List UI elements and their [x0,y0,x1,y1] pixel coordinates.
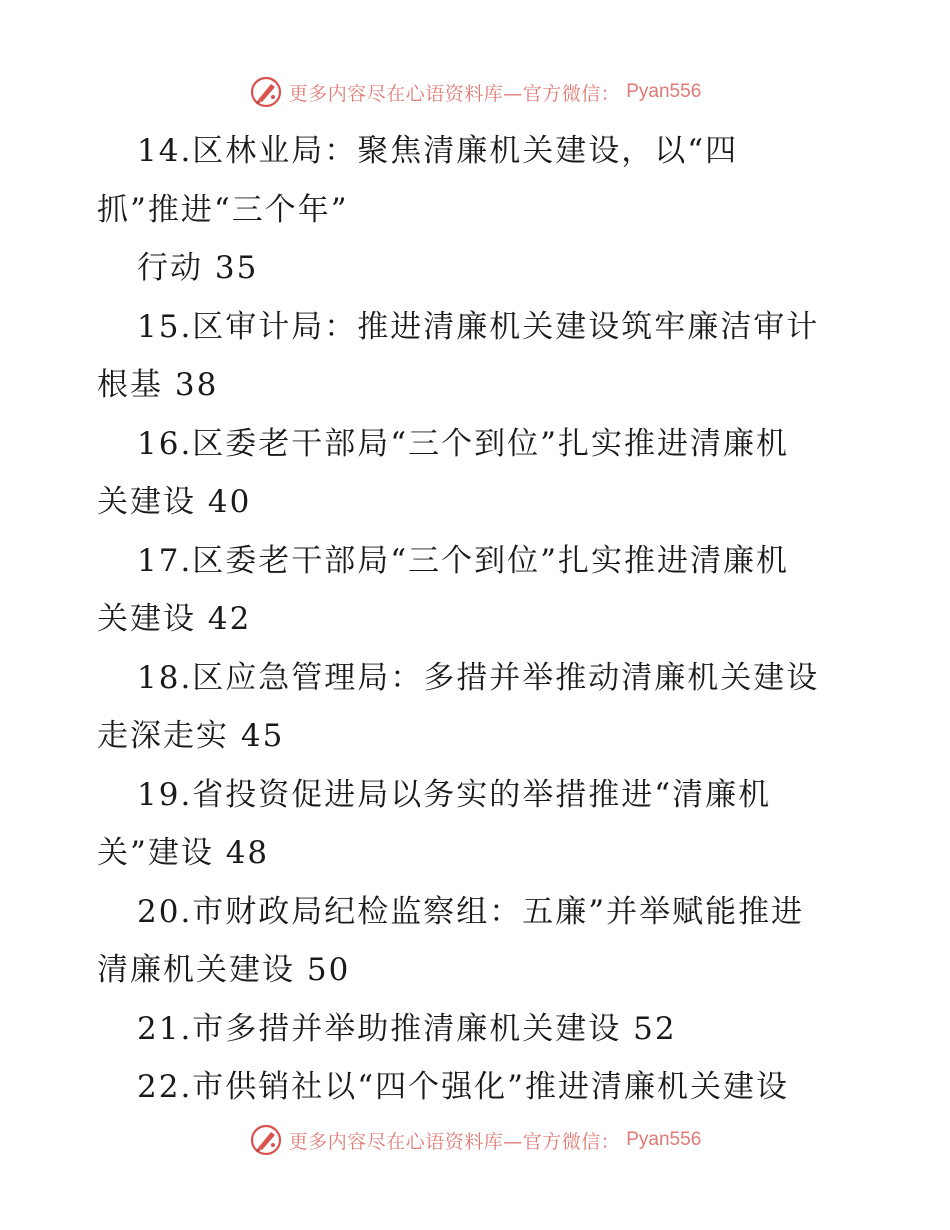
toc-line: 抓”推进“三个年” [97,191,349,228]
toc-line: 15.区审计局：推进清廉机关建设筑牢廉洁审计 [137,308,820,345]
toc-line: 根基 38 [97,367,219,403]
toc-line: 14.区林业局：聚焦清廉机关建设，以“四 [137,133,739,169]
pen-logo-icon [249,1123,283,1157]
toc-line: 21.市多措并举助推清廉机关建设 52 [137,1010,677,1047]
watermark-text: 更多内容尽在心语资料库—官方微信： [288,1130,621,1153]
toc-line: 22.市供销社以“四个强化”推进清廉机关建设 [137,1069,789,1105]
toc-line: 行动 35 [137,250,259,286]
watermark-text: 更多内容尽在心语资料库—官方微信： [288,82,621,105]
watermark-footer [0,1120,950,1160]
toc-line: 关建设 40 [97,484,252,520]
toc-line: 20.市财政局纪检监察组：五廉”并举赋能推进 [137,893,805,930]
toc-line: 清廉机关建设 50 [97,952,351,988]
watermark-header [0,72,950,112]
toc-line: 关”建设 48 [97,835,270,871]
watermark-wechat-id: Pyan556 [626,81,702,102]
toc-line: 17.区委老干部局“三个到位”扎实推进清廉机 [137,542,789,579]
pen-logo-icon [249,75,283,109]
toc-list [97,122,837,1117]
toc-line: 关建设 42 [97,601,252,637]
toc-line: 19.省投资促进局以务实的举措推进“清廉机 [137,776,772,813]
toc-line: 16.区委老干部局“三个到位”扎实推进清廉机 [137,425,789,462]
toc-line: 18.区应急管理局：多措并举推动清廉机关建设 [137,659,820,696]
toc-line: 走深走实 45 [97,718,285,754]
watermark-wechat-id: Pyan556 [626,1129,702,1150]
